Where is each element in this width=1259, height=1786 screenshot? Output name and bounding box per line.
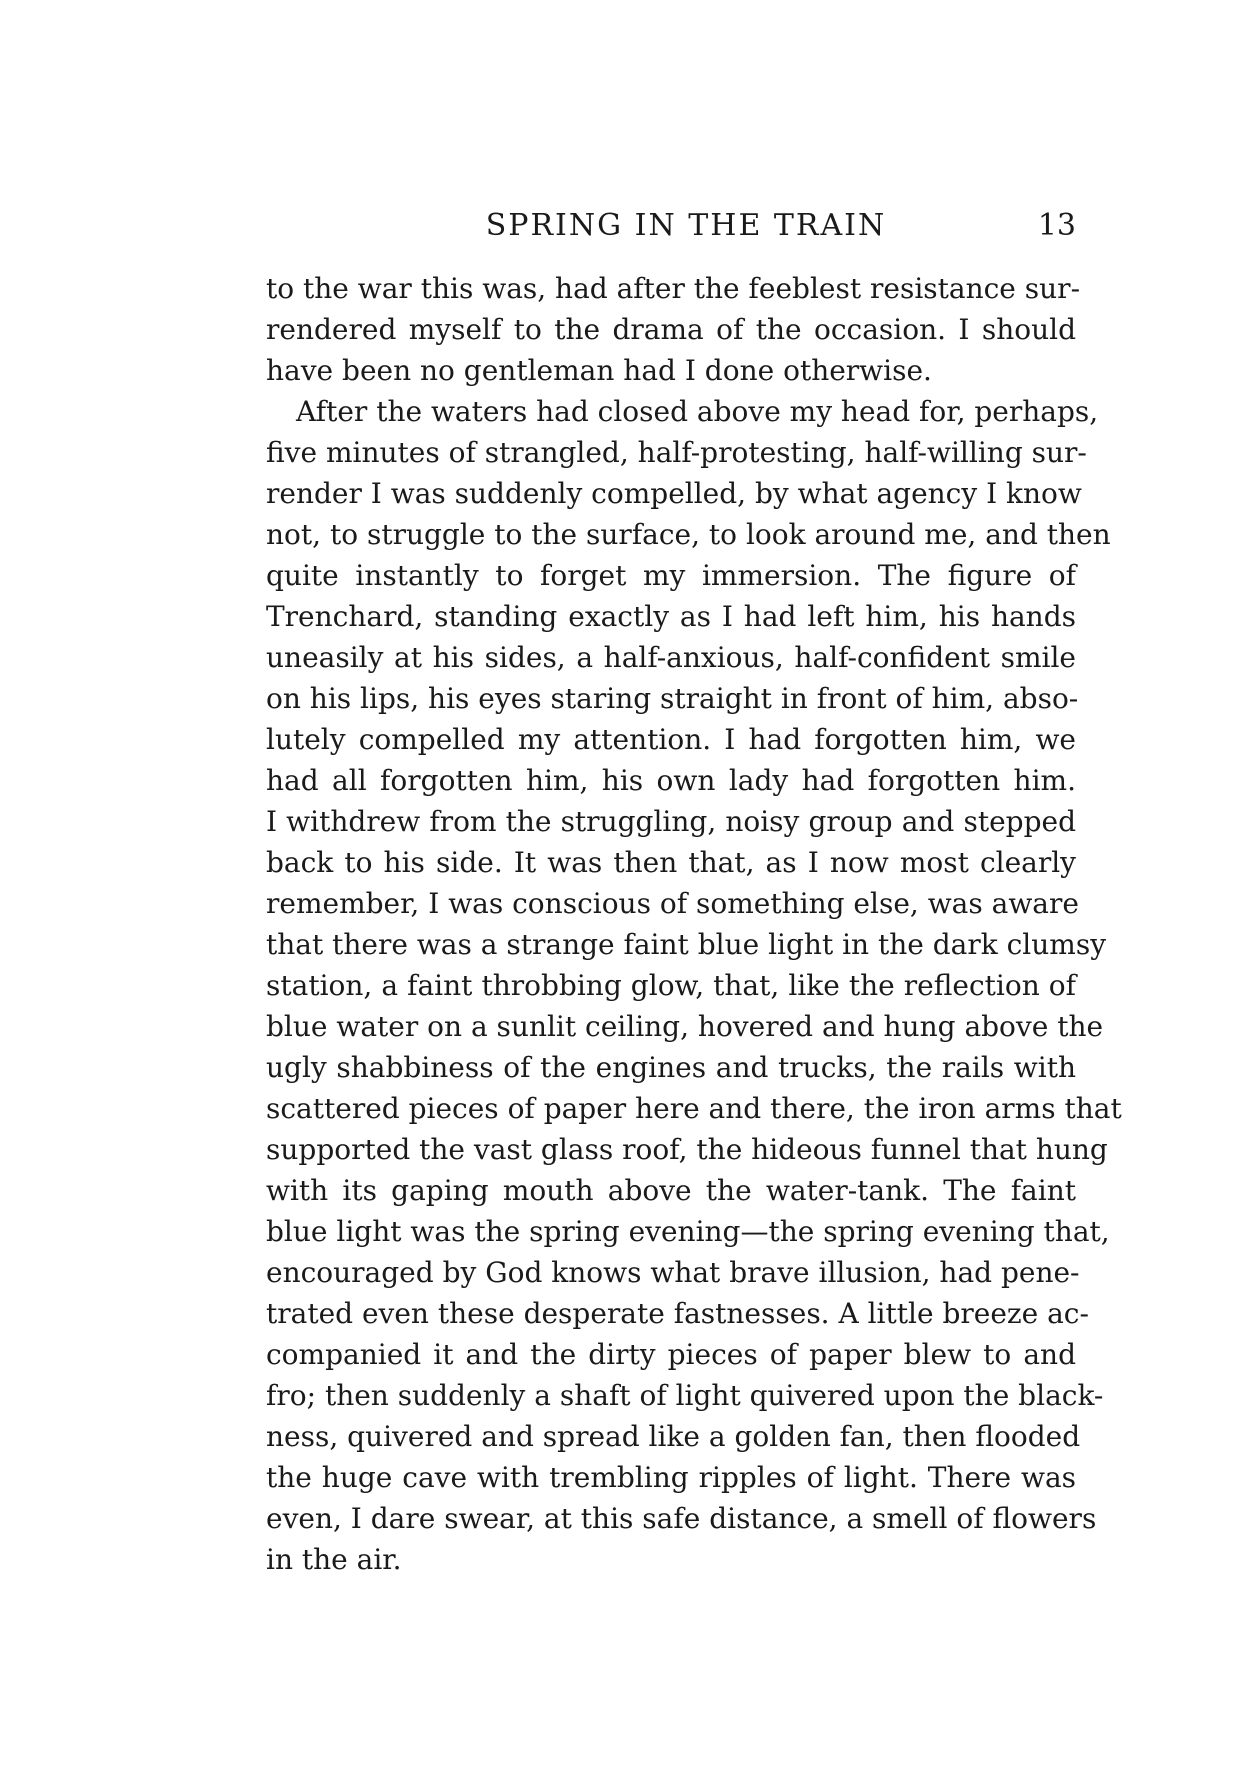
text-line: not, to struggle to the surface, to look around me, and then [266,518,1111,551]
body-text [266,268,1122,1580]
page-number: 13 [1037,208,1076,243]
text-line: have been no gentleman had I done otherwise. [266,354,932,387]
text-line: companied it and the dirty pieces of paper blew to and [266,1338,1076,1371]
text-line: encouraged by God knows what brave illusion, had pene- [266,1256,1080,1289]
text-line: I withdrew from the struggling, noisy group and stepped [266,805,1076,838]
text-line: lutely compelled my attention. I had forgotten him, we [266,723,1076,756]
text-line: to the war this was, had after the feeblest resistance sur- [266,272,1081,305]
text-line: had all forgotten him, his own lady had forgotten him. [266,764,1076,797]
text-line: blue water on a sunlit ceiling, hovered and hung above the [266,1010,1104,1043]
text-line: even, I dare swear, at this safe distance, a smell of flowers [266,1502,1097,1535]
text-line: trated even these desperate fastnesses. A little breeze ac- [266,1297,1089,1330]
text-line: with its gaping mouth above the water-tank. The faint [266,1174,1076,1207]
text-line: scattered pieces of paper here and there, the iron arms that [266,1092,1122,1125]
text-line: Trenchard, standing exactly as I had left him, his hands [266,600,1076,633]
text-line: station, a faint throbbing glow, that, like the reflection of [266,969,1076,1002]
text-line: ness, quivered and spread like a golden fan, then flooded [266,1420,1081,1453]
text-line: five minutes of strangled, half-protesting, half-willing sur- [266,436,1087,469]
text-line: remember, I was conscious of something else, was aware [266,887,1079,920]
text-line: rendered myself to the drama of the occasion. I should [266,313,1076,346]
running-title: SPRING IN THE TRAIN [485,208,887,243]
text-line: After the waters had closed above my head for, perhaps, [296,395,1099,428]
text-line: fro; then suddenly a shaft of light quivered upon the black- [266,1379,1104,1412]
text-line: blue light was the spring evening—the spring evening that, [266,1215,1110,1248]
text-line: quite instantly to forget my immersion. The figure of [266,559,1076,592]
text-line: ugly shabbiness of the engines and trucks, the rails with [266,1051,1076,1084]
text-line: on his lips, his eyes staring straight in front of him, abso- [266,682,1079,715]
text-line: in the air. [266,1543,402,1576]
text-line: supported the vast glass roof, the hideous funnel that hung [266,1133,1108,1166]
text-line: the huge cave with trembling ripples of light. There was [266,1461,1076,1494]
text-line: that there was a strange faint blue light in the dark clumsy [266,928,1107,961]
text-line: uneasily at his sides, a half-anxious, half-confident smile [266,641,1076,674]
text-line: back to his side. It was then that, as I now most clearly [266,846,1076,879]
running-head [266,208,1076,248]
text-line: render I was suddenly compelled, by what agency I know [266,477,1082,510]
